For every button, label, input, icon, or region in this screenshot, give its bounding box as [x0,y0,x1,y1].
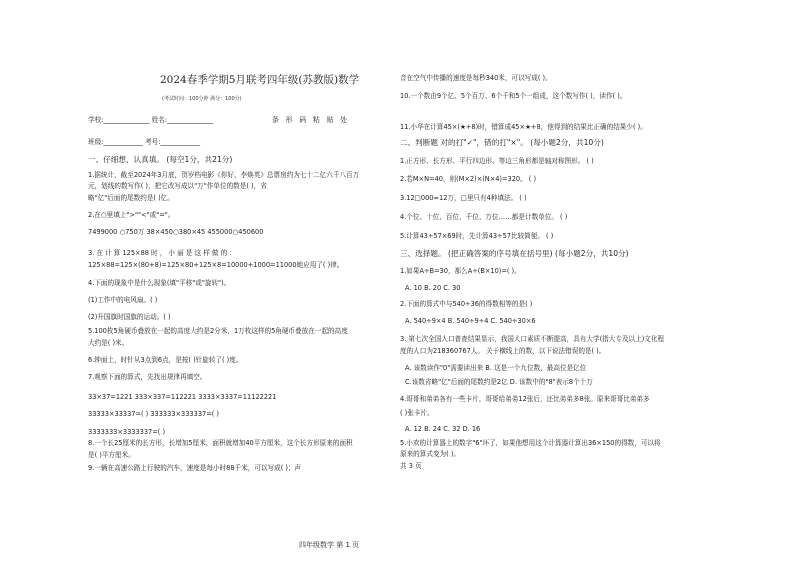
question-line: 2.若M×N=40，则(M×2)×(N×4)=320。 ( ) [400,175,537,183]
question-line: 原来的算式变为( )。 [400,450,460,458]
question-line: 3. 在 计 算 125×88 时 ， 小 丽 是 这 样 做 的 ： [88,249,236,257]
class-id-line: 班级:____________ 考号:____________ [88,138,201,146]
question-line: 7499000 ○750万 38×450○380×45 455000○450600 [88,228,264,236]
section-fill-heading: 一、仔细想，认真填。 (每空1分，共21分) [88,155,233,164]
question-line: 元，划线的数写作( )，把它改写成以"万"作单位的数是( )，省 [88,182,267,190]
question-line: 1.如果A÷B=30，那么A÷(B×10)=( )。 [400,267,521,275]
page-title: 2024春季学期5月联考四年级(苏教版)数学 [160,74,360,86]
question-line: 5.计算43÷57×69时，先计算43÷57比较简便。 ( ) [400,232,554,240]
question-line: 6.钟面上，时针从3点到6点，是按( )针旋转了( )度。 [88,356,243,364]
question-line: 7.观察下面的算式，先找出规律再填空。 [88,373,207,381]
question-line: 音在空气中传播的速度是每秒340米，可以写成( )。 [400,74,552,82]
question-line: 1.据统计，截至2024年3月底，贺岁档电影《你好，李焕英》总票房约为七十二亿六千八百万 [88,171,360,179]
question-line: 4.个位、十位、百位、千位、万位……都是计数单位。 ( ) [400,213,568,221]
exam-subtitle: (考试时间：100分钟 满分：100分) [162,96,242,102]
section-judge-heading: 二、判断题 对的打"✓"，错的打"×"。 (每小题2分，共10分) [400,138,604,147]
barcode-sticker-area: 条 形 码 粘 贴 处 [272,116,350,124]
question-line: 3333333×3333337=( ) [88,428,166,436]
page-footer: 四年级数学 第 1 页 [299,541,360,549]
question-line: 大约是( )米。 [88,339,129,347]
question-line: (2)升国旗时国旗的运动。( ) [88,313,171,321]
choice-options: C.该数省略"亿"后面的尾数约是2亿 D. 该数中的"8"表示8个十万 [405,378,593,386]
question-line: 3.12□000≈12万，□里只有4种填法。 ( ) [400,194,527,202]
choice-options: A. 12 B. 24 C. 32 D. 16 [405,425,481,433]
question-line: 10.一个数由9个亿、5个百万、6个千和5个一组成，这个数写作( )，读作( )。 [400,92,627,100]
page-count: 共 3 页 [400,462,422,470]
school-name-line: 学校:______________ 姓名:______________ [88,116,214,124]
question-line: 2.在○里填上">""<"或"="。 [88,211,175,219]
question-line: 度的人口为218360767人。 关于横线上的数，以下说法错误的是( )。 [400,347,606,355]
question-line: 11.小华在计算45×(★+8)时，错算成45×★+8，他得到的结果比正确的结果少( )。 [400,123,647,131]
question-line: 9.一辆在高速公路上行驶的汽车，速度是每小时88千米，可以写成( )；声 [88,464,302,472]
question-line: 1.正方形、长方形、平行四边形、等边三角形都是轴对称图形。 ( ) [400,157,594,165]
section-choice-heading: 三、选择题。 (把正确答案的序号填在括号里) (每小题2分，共10分) [400,249,629,258]
question-line: 33×37=1221 333×337=112221 3333×3337=11122221 [88,393,277,401]
question-line: 是( )平方厘米。 [88,451,135,459]
question-line: 4.哥哥和弟弟各有一些卡片，哥哥给弟弟12张后，还比弟弟多8张。原来哥哥比弟弟多 [400,395,650,403]
question-line: ( )张卡片。 [400,409,434,417]
choice-options: A. 该数读作"0"需要读出来 B. 这是一个九位数，最高位是亿位 [405,364,587,372]
question-line: 5.100枚5角硬币叠放在一起的高度大约是2分米，1万枚这样的5角硬币叠放在一起的高度 [88,327,348,335]
choice-options: A. 540÷9×4 B. 540÷9÷4 C. 540÷30×6 [405,317,536,325]
question-line: 4.下面的现象中是什么现象(填"平移"或"旋转")。 [88,279,231,287]
question-line: 2.下面的算式中与540÷36的得数相等的是( ) [400,300,533,308]
question-line: 略"亿"后面的尾数约是( )亿。 [88,194,174,202]
question-line: 8.一个长25厘米的长方形，长增加5厘米，面积就增加40平方厘米，这个长方形原来的面积 [88,439,353,447]
question-line: 125×88=125×(80+8)=125×80+125×8=10000+1000=11000她应用了( )律。 [88,261,344,269]
question-line: (1)工作中的电风扇。( ) [88,296,158,304]
question-line: 33333×33337=( ) 333333×333337=( ) [88,410,219,418]
question-line: 3. 第七次全国人口普查结果显示，我国人口素质不断提高，具有大学(指大专及以上)文化程 [400,335,665,343]
choice-options: A. 10 B. 20 C. 30 [405,284,461,292]
question-line: 5.小欢的计算器上的数字"6"坏了，如果他想用这个计算器计算出36×150的得数，可以将 [400,439,661,447]
